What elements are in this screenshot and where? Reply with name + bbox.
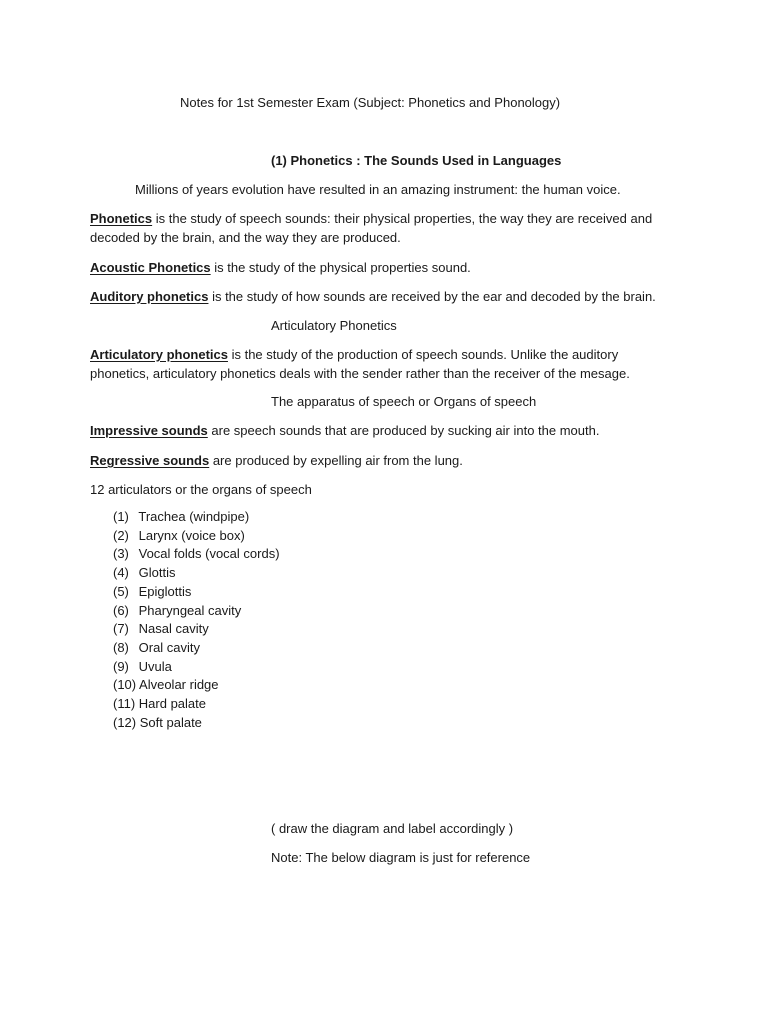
impressive-text: are speech sounds that are produced by sucking air into the mouth.: [207, 423, 600, 438]
acoustic-definition: [90, 258, 680, 277]
diagram-instruction: ( draw the diagram and label accordingly ): [271, 821, 514, 836]
list-item: (5) Epiglottis: [113, 583, 192, 599]
subheading-articulatory: Articulatory Phonetics: [271, 318, 397, 333]
list-item: (10) Alveolar ridge: [113, 677, 219, 693]
list-item: (1) Trachea (windpipe): [113, 509, 250, 524]
list-item: (8) Oral cavity: [113, 639, 201, 655]
section-title: (1) Phonetics : The Sounds Used in Languages: [271, 153, 562, 168]
phonetics-term: Phonetics: [90, 211, 153, 226]
articulatory-term: Articulatory phonetics: [90, 347, 228, 362]
regressive-definition: [90, 451, 680, 470]
auditory-term: Auditory phonetics: [90, 289, 209, 304]
list-item: (4) Glottis: [113, 565, 176, 581]
reference-note: Note: The below diagram is just for reference: [271, 850, 531, 865]
articulatory-text: is the study of the production of speech sounds. Unlike the auditory phonetics, articulatory phonetics deals with the sender rather than the receiver of the mesage.: [90, 347, 630, 381]
subheading-apparatus: The apparatus of speech or Organs of speech: [271, 394, 537, 409]
articulatory-definition: [90, 345, 680, 383]
impressive-definition: [90, 421, 680, 440]
acoustic-term: Acoustic Phonetics: [90, 260, 211, 275]
intro-paragraph: Millions of years evolution have resulted in an amazing instrument: the human voice.: [135, 182, 621, 197]
list-item: (6) Pharyngeal cavity: [113, 602, 242, 618]
list-item: (7) Nasal cavity: [113, 621, 209, 637]
phonetics-definition: [90, 209, 680, 247]
auditory-definition: [90, 287, 680, 306]
articulators-list: [113, 508, 280, 732]
list-item: (9) Uvula: [113, 658, 172, 674]
list-title: 12 articulators or the organs of speech: [90, 482, 312, 497]
document-header: Notes for 1st Semester Exam (Subject: Phonetics and Phonology): [180, 95, 561, 110]
phonetics-text: is the study of speech sounds: their physical properties, the way they are received and decoded by the brain, and the way they are produced.: [90, 211, 653, 245]
list-item: (3) Vocal folds (vocal cords): [113, 546, 280, 562]
regressive-term: Regressive sounds: [90, 453, 210, 468]
list-item: (12) Soft palate: [113, 714, 202, 730]
impressive-term: Impressive sounds: [90, 423, 208, 438]
auditory-text: is the study of how sounds are received by the ear and decoded by the brain.: [208, 289, 656, 304]
list-item: (2) Larynx (voice box): [113, 527, 245, 543]
list-item: (11) Hard palate: [113, 696, 206, 712]
regressive-text: are produced by expelling air from the lung.: [209, 453, 463, 468]
acoustic-text: is the study of the physical properties sound.: [210, 260, 471, 275]
